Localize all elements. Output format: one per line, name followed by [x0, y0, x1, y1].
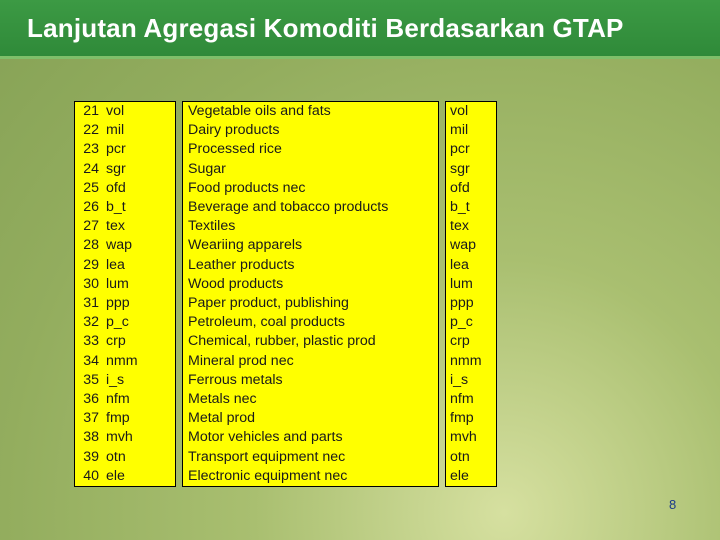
description-cell: Motor vehicles and parts: [182, 428, 439, 447]
code-cell: crp: [103, 332, 176, 351]
description-cell: Vegetable oils and fats: [182, 101, 439, 121]
code-repeat-cell: crp: [445, 332, 497, 351]
code-repeat-cell: sgr: [445, 160, 497, 179]
description-cell: Processed rice: [182, 140, 439, 159]
table-row: [74, 256, 497, 275]
code-repeat-cell: nmm: [445, 352, 497, 371]
table-row: [74, 467, 497, 487]
code-cell: vol: [103, 101, 176, 121]
code-repeat-cell: lum: [445, 275, 497, 294]
title-bar: [0, 0, 720, 59]
description-cell: Food products nec: [182, 179, 439, 198]
table-row: [74, 448, 497, 467]
code-repeat-cell: b_t: [445, 198, 497, 217]
table-row: [74, 179, 497, 198]
code-repeat-cell: tex: [445, 217, 497, 236]
table-row: [74, 236, 497, 255]
code-repeat-cell: pcr: [445, 140, 497, 159]
table-row: [74, 101, 497, 121]
code-repeat-cell: mvh: [445, 428, 497, 447]
code-cell: lum: [103, 275, 176, 294]
row-number-cell: 35: [74, 371, 103, 390]
row-number-cell: 24: [74, 160, 103, 179]
description-cell: Metals nec: [182, 390, 439, 409]
row-number-cell: 30: [74, 275, 103, 294]
code-cell: lea: [103, 256, 176, 275]
code-repeat-cell: p_c: [445, 313, 497, 332]
description-cell: Sugar: [182, 160, 439, 179]
code-repeat-cell: otn: [445, 448, 497, 467]
code-cell: otn: [103, 448, 176, 467]
code-cell: sgr: [103, 160, 176, 179]
row-number-cell: 23: [74, 140, 103, 159]
table-row: [74, 121, 497, 140]
commodity-table-container: [74, 101, 497, 487]
row-number-cell: 21: [74, 101, 103, 121]
row-number-cell: 27: [74, 217, 103, 236]
code-cell: mil: [103, 121, 176, 140]
code-repeat-cell: mil: [445, 121, 497, 140]
commodity-table-body: [74, 101, 497, 487]
code-repeat-cell: lea: [445, 256, 497, 275]
table-row: [74, 409, 497, 428]
row-number-cell: 22: [74, 121, 103, 140]
description-cell: Textiles: [182, 217, 439, 236]
row-number-cell: 25: [74, 179, 103, 198]
table-row: [74, 352, 497, 371]
description-cell: Electronic equipment nec: [182, 467, 439, 487]
description-cell: Metal prod: [182, 409, 439, 428]
table-row: [74, 313, 497, 332]
code-cell: wap: [103, 236, 176, 255]
table-row: [74, 390, 497, 409]
code-cell: i_s: [103, 371, 176, 390]
code-cell: ppp: [103, 294, 176, 313]
row-number-cell: 38: [74, 428, 103, 447]
description-cell: Weariing apparels: [182, 236, 439, 255]
description-cell: Mineral prod nec: [182, 352, 439, 371]
table-row: [74, 294, 497, 313]
code-cell: b_t: [103, 198, 176, 217]
description-cell: Leather products: [182, 256, 439, 275]
code-cell: ele: [103, 467, 176, 487]
code-cell: p_c: [103, 313, 176, 332]
row-number-cell: 36: [74, 390, 103, 409]
row-number-cell: 33: [74, 332, 103, 351]
row-number-cell: 40: [74, 467, 103, 487]
table-row: [74, 160, 497, 179]
table-row: [74, 198, 497, 217]
code-cell: pcr: [103, 140, 176, 159]
table-row: [74, 371, 497, 390]
row-number-cell: 28: [74, 236, 103, 255]
code-repeat-cell: nfm: [445, 390, 497, 409]
table-row: [74, 332, 497, 351]
description-cell: Petroleum, coal products: [182, 313, 439, 332]
code-cell: mvh: [103, 428, 176, 447]
slide-title: Lanjutan Agregasi Komoditi Berdasarkan GTAP: [27, 13, 624, 43]
page-number: 8: [669, 497, 677, 512]
code-cell: nmm: [103, 352, 176, 371]
row-number-cell: 39: [74, 448, 103, 467]
code-cell: ofd: [103, 179, 176, 198]
table-row: [74, 275, 497, 294]
row-number-cell: 32: [74, 313, 103, 332]
description-cell: Beverage and tobacco products: [182, 198, 439, 217]
row-number-cell: 31: [74, 294, 103, 313]
code-repeat-cell: wap: [445, 236, 497, 255]
code-repeat-cell: i_s: [445, 371, 497, 390]
code-repeat-cell: vol: [445, 101, 497, 121]
commodity-table: [74, 101, 497, 487]
row-number-cell: 37: [74, 409, 103, 428]
description-cell: Paper product, publishing: [182, 294, 439, 313]
description-cell: Wood products: [182, 275, 439, 294]
code-repeat-cell: fmp: [445, 409, 497, 428]
code-repeat-cell: ppp: [445, 294, 497, 313]
code-cell: fmp: [103, 409, 176, 428]
row-number-cell: 34: [74, 352, 103, 371]
description-cell: Dairy products: [182, 121, 439, 140]
description-cell: Chemical, rubber, plastic prod: [182, 332, 439, 351]
description-cell: Ferrous metals: [182, 371, 439, 390]
table-row: [74, 217, 497, 236]
code-repeat-cell: ele: [445, 467, 497, 487]
table-row: [74, 140, 497, 159]
code-cell: nfm: [103, 390, 176, 409]
code-cell: tex: [103, 217, 176, 236]
row-number-cell: 26: [74, 198, 103, 217]
table-row: [74, 428, 497, 447]
description-cell: Transport equipment nec: [182, 448, 439, 467]
code-repeat-cell: ofd: [445, 179, 497, 198]
row-number-cell: 29: [74, 256, 103, 275]
